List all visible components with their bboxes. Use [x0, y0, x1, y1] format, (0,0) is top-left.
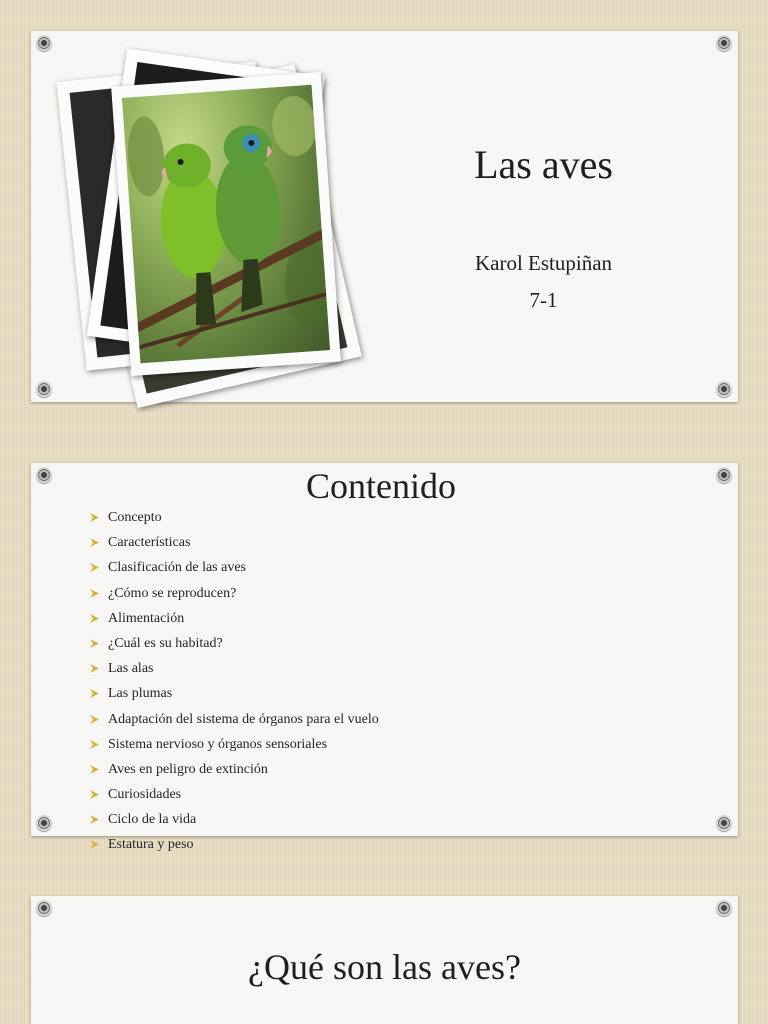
list-item	[89, 633, 379, 658]
slide-title: ¿Qué son las aves?	[248, 947, 521, 987]
list-item	[89, 608, 379, 633]
parrots-photo	[111, 72, 341, 376]
list-item	[89, 683, 379, 708]
pushpin-icon	[716, 381, 732, 397]
parrots-illustration	[122, 85, 330, 364]
list-item	[89, 709, 379, 734]
list-item-label: Características	[108, 535, 191, 551]
list-item-label: ¿Cómo se reproducen?	[108, 585, 237, 601]
list-item-label: Aves en peligro de extinción	[108, 761, 268, 777]
arrow-bullet-icon	[89, 613, 100, 624]
list-item	[89, 658, 379, 683]
arrow-bullet-icon	[89, 714, 100, 725]
list-item	[89, 583, 379, 608]
arrow-bullet-icon	[89, 537, 100, 548]
pushpin-icon	[716, 900, 732, 916]
list-item	[89, 734, 379, 759]
slide-title: Las aves	[474, 142, 613, 187]
list-item-label: ¿Cuál es su habitad?	[108, 635, 223, 651]
list-item-label: Adaptación del sistema de órganos para el vuelo	[108, 711, 379, 727]
arrow-bullet-icon	[89, 739, 100, 750]
list-item-label: Concepto	[108, 510, 162, 525]
arrow-bullet-icon	[89, 588, 100, 599]
pushpin-icon	[36, 900, 52, 916]
arrow-bullet-icon	[89, 663, 100, 674]
list-item	[89, 557, 379, 582]
photo-stack	[61, 41, 361, 391]
arrow-bullet-icon	[89, 512, 100, 523]
list-item	[89, 507, 379, 532]
list-item-label: Clasificación de las aves	[108, 560, 247, 576]
group-label: 7-1	[529, 288, 558, 312]
pushpin-icon	[716, 35, 732, 51]
contents-list	[89, 507, 379, 860]
arrow-bullet-icon	[89, 562, 100, 573]
arrow-bullet-icon	[89, 764, 100, 775]
title-slide	[31, 31, 738, 402]
slide-title: Contenido	[306, 466, 456, 506]
list-item-label: Alimentación	[108, 610, 185, 626]
pushpin-icon	[36, 815, 52, 831]
list-item-label: Sistema nervioso y órganos sensoriales	[108, 736, 328, 752]
list-item-label: Las alas	[108, 661, 154, 677]
arrow-bullet-icon	[89, 839, 100, 850]
list-item	[89, 834, 379, 859]
contents-slide	[31, 463, 738, 853]
pushpin-icon	[716, 815, 732, 831]
list-item	[89, 532, 379, 557]
list-item	[89, 759, 379, 784]
pushpin-icon	[36, 381, 52, 397]
list-item-label: Curiosidades	[108, 787, 182, 803]
pushpin-icon	[36, 35, 52, 51]
list-item-label: Ciclo de la vida	[108, 812, 197, 828]
arrow-bullet-icon	[89, 688, 100, 699]
arrow-bullet-icon	[89, 789, 100, 800]
arrow-bullet-icon	[89, 814, 100, 825]
list-item-label: Estatura y peso	[108, 837, 194, 853]
list-item	[89, 784, 379, 809]
arrow-bullet-icon	[89, 638, 100, 649]
list-item-label: Las plumas	[108, 686, 173, 702]
question-slide	[31, 896, 738, 1024]
list-item	[89, 809, 379, 834]
author-name: Karol Estupiñan	[474, 251, 613, 275]
